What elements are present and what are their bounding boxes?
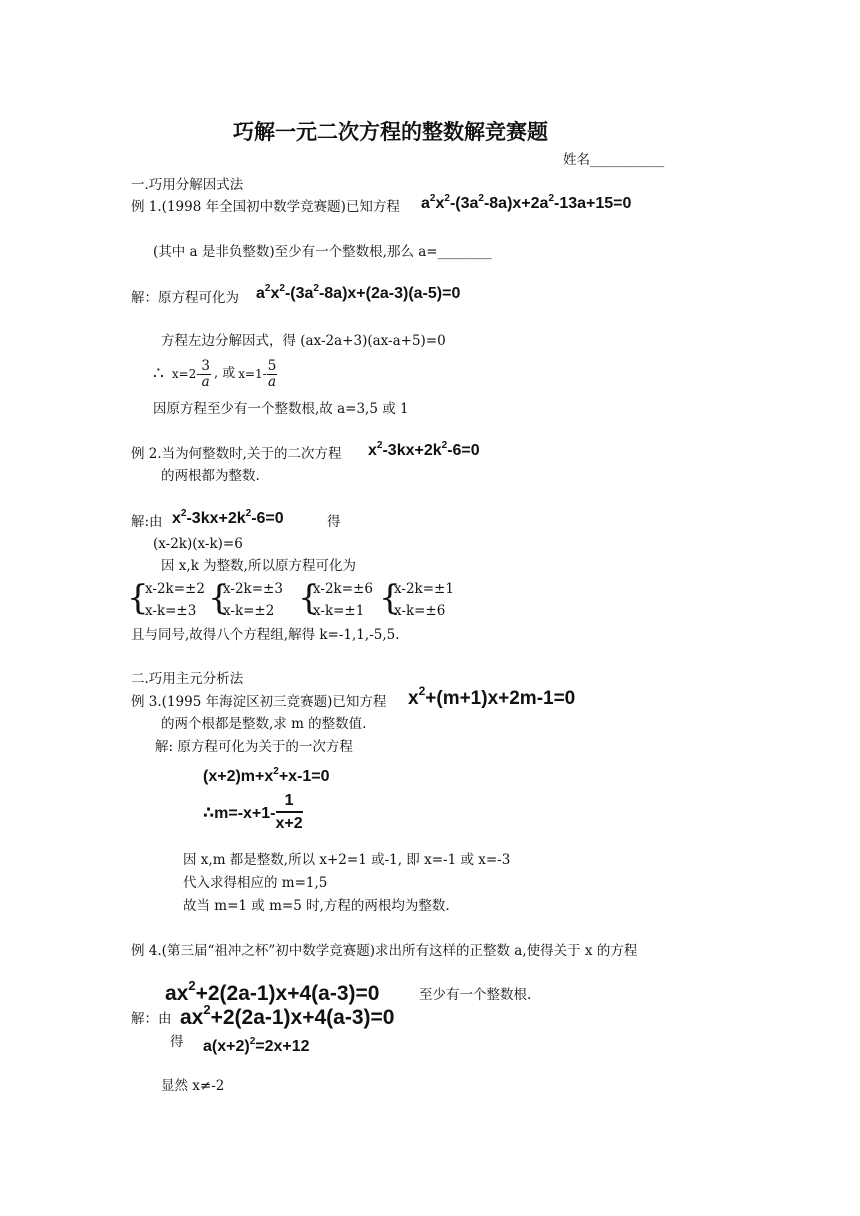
example-1-intro: 例 1.(1998 年全国初中数学竞赛题)已知方程 bbox=[131, 199, 400, 215]
example-2-factored: (x-2k)(x-k)=6 bbox=[153, 536, 243, 552]
example-2-intro: 例 2.当为何整数时,关于的二次方程 bbox=[131, 446, 342, 462]
system-equation: x-k=±3 bbox=[145, 603, 197, 619]
example-3-linear-equation: $(x+2)m+x^2+x-1=0$ bbox=[203, 766, 330, 785]
example-2-solution-equation: $x^2-3kx+2k^2-6=0$ bbox=[172, 508, 284, 527]
fraction-numerator: 3 bbox=[201, 357, 210, 374]
example-2-conclusion: 且与同号,故得八个方程组,解得 k=-1,1,-5,5. bbox=[131, 627, 400, 643]
name-field: 姓名___________ bbox=[563, 152, 665, 168]
system-equation: x-2k=±1 bbox=[394, 581, 454, 597]
example-1-conclusion: 因原方程至少有一个整数根,故 a=3,5 或 1 bbox=[153, 401, 409, 417]
example-3-intro: 例 3.(1995 年海淀区初三竞赛题)已知方程 bbox=[131, 694, 387, 710]
system-equation: x-k=±1 bbox=[313, 603, 365, 619]
example-2-solution-label: 解:由 bbox=[131, 514, 163, 530]
fraction-5-over-a bbox=[267, 359, 278, 390]
system-equation: x-2k=±2 bbox=[145, 581, 205, 597]
system-equation: x-k=±2 bbox=[223, 603, 275, 619]
example-3-condition: 的两个根都是整数,求 m 的整数值. bbox=[161, 716, 367, 732]
section-heading-1: 一.巧用分解因式法 bbox=[131, 177, 244, 193]
example-3-conclusion: 故当 m=1 或 m=5 时,方程的两根均为整数. bbox=[183, 898, 450, 914]
system-equation: x-2k=±6 bbox=[313, 581, 373, 597]
example-1-step-factor: 方程左边分解因式，得 (ax-2a+3)(ax-a+5)=0 bbox=[161, 333, 446, 349]
example-3-solution: 解: 原方程可化为关于的一次方程 bbox=[155, 739, 353, 755]
example-2-equation: $x^2-3kx+2k^2-6=0$ bbox=[368, 440, 480, 459]
example-4-solution-equation: $ax^2+2(2a-1)x+4(a-3)=0$ bbox=[180, 1002, 395, 1029]
example-1-solution-equation: $a^2x^2-(3a^2-8a)x+(2a-3)(a-5)=0$ bbox=[256, 283, 461, 302]
example-3-m-expression bbox=[203, 790, 303, 836]
system-equation: x-k=±6 bbox=[394, 603, 446, 619]
fraction-denominator: x+2 bbox=[275, 815, 303, 832]
example-4-de: 得 bbox=[170, 1034, 184, 1050]
example-2-because: 因 x,k 为整数,所以原方程可化为 bbox=[161, 558, 356, 574]
fraction-denominator: a bbox=[201, 373, 210, 390]
left-brace-icon: { bbox=[208, 578, 230, 618]
example-1-roots bbox=[153, 354, 277, 394]
section-heading-2: 二.巧用主元分析法 bbox=[131, 671, 244, 687]
example-4-equation: $ax^2+2(2a-1)x+4(a-3)=0$ bbox=[165, 978, 380, 1005]
fraction-denominator: a bbox=[267, 373, 277, 390]
example-1-condition: (其中 a 是非负整数)至少有一个整数根,那么 a=________ bbox=[153, 244, 492, 260]
system-equation: x-2k=±3 bbox=[223, 581, 283, 597]
root-2-prefix: x=1- bbox=[238, 367, 267, 381]
example-3-substitution: 代入求得相应的 m=1,5 bbox=[183, 875, 328, 891]
left-brace-icon: { bbox=[379, 578, 401, 618]
example-3-equation: $x^2+(m+1)x+2m-1=0$ bbox=[408, 684, 576, 709]
or-text: , 或 bbox=[213, 366, 236, 381]
therefore-symbol: ∴ bbox=[153, 364, 164, 384]
left-brace-icon: { bbox=[127, 578, 149, 618]
page-title: 巧解一元二次方程的整数解竞赛题 bbox=[233, 120, 548, 144]
fraction-1-over-x-plus-2 bbox=[276, 791, 303, 835]
fraction-3-over-a bbox=[200, 359, 211, 390]
example-2-condition: 的两根都为整数. bbox=[161, 468, 260, 484]
example-4-condition: 至少有一个整数根. bbox=[419, 987, 532, 1003]
fraction-numerator: 5 bbox=[267, 357, 277, 374]
left-brace-icon: { bbox=[298, 578, 320, 618]
root-1-prefix: x=2- bbox=[171, 367, 201, 381]
example-4-intro: 例 4.(第三届“祖冲之杯”初中数学竞赛题)求出所有这样的正整数 a,使得关于 x 的方程 bbox=[131, 943, 638, 959]
example-1-equation: $a^2x^2-(3a^2-8a)x+2a^2-13a+15=0$ bbox=[421, 193, 632, 212]
fraction-numerator: 1 bbox=[276, 791, 303, 813]
example-4-solution-label: 解：由 bbox=[131, 1011, 172, 1027]
example-2-de: 得 bbox=[327, 514, 341, 530]
m-expression-prefix: ∴m=-x+1- bbox=[203, 805, 276, 822]
example-1-solution-label: 解：原方程可化为 bbox=[131, 290, 239, 306]
example-3-reason: 因 x,m 都是整数,所以 x+2=1 或-1, 即 x=-1 或 x=-3 bbox=[183, 852, 511, 868]
example-4-derived-equation: $a(x+2)^2=2x+12$ bbox=[203, 1036, 310, 1055]
example-4-obvious: 显然 x≠-2 bbox=[161, 1078, 225, 1094]
